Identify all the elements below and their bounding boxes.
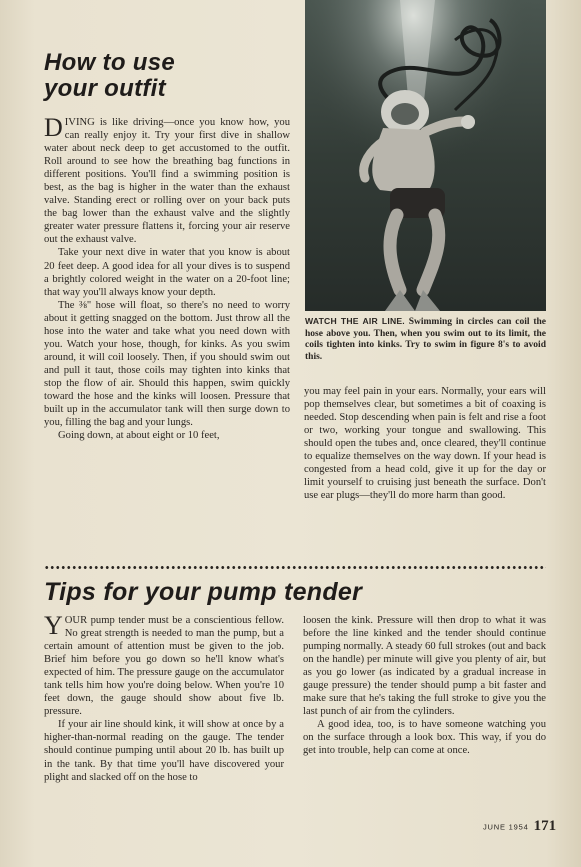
article-column-left-bottom xyxy=(44,611,284,784)
paragraph-kink-start: If your air line should kink, it will show at once by a higher-than-normal reading on the gauge. The tender should continue pumping until about 20 lb. has built up in the tank. By that time you'll have discovered your plight and slacked off on the hose to xyxy=(44,719,284,783)
drop-cap: D xyxy=(44,113,63,142)
caption-lead: WATCH THE AIR LINE. xyxy=(305,316,405,326)
page-number: 171 xyxy=(533,818,557,835)
issue-date: JUNE 1954 xyxy=(483,822,529,832)
paragraph-look-box: A good idea, too, is to have someone watching you on the surface through a look box. This way, if you do get into trouble, help can come at once. xyxy=(303,719,546,757)
article-column-left-top xyxy=(44,113,290,442)
page-footer xyxy=(483,818,556,836)
paragraph: Take your next dive in water that you know is about 20 feet deep. A good idea for all your dives is to suspend a brightly colored weight in the water on a 20-foot line; that way you'll always know your depth. xyxy=(44,247,290,298)
paragraph: The ⅜" hose will float, so there's no need to worry about it getting snagged on the bottom. Just throw all the hose into the water and take what you need down with you. Watch your hose, though, for kinks. As you swim around, it will coil loosely. Then, if you should swim out and pull it taut, those coils may tighten into kinks that stop the flow of air. Should this happen, swim quickly toward the hose and the kinks will loosen. Pressure that built up in the accumulator tank will then surge down to you, filling the bag and your lungs. xyxy=(44,299,290,429)
diver-photo xyxy=(305,0,546,311)
article-column-right-bottom xyxy=(303,614,546,758)
section-title-how-to-use xyxy=(44,50,175,102)
caption-text: Swimming in circles can coil the hose above you. Then, when you swim out to its limit, the coils tighten into kinks. Try to swim in figure 8's to avoid this. xyxy=(305,317,546,362)
paragraph-ear-pain: you may feel pain in your ears. Normally, your ears will pop themselves clear, but sometimes a bit of coaxing is needed. Stop descending when pain is felt and rise a foot or two, working your tongue and swallowing. This should open the tubes and, once cleared, they'll continue to equalize themselves on the way down. If your head is congested from a head cold, give it up for the day or limit yourself to cruising just beneath the surface. Don't use ear plugs—they'll do more harm than good. xyxy=(304,386,546,502)
paragraph-pump-tender: YOUR pump tender must be a conscientious fellow. No great strength is needed to man the pump, but a certain amount of attention must be given to the job. Brief him before you go down so he'll know what's expected of him. The pressure gauge on the accumulator tank tells him how you're doing below. When you're 10 feet down, the gauge should show about five lb. pressure. xyxy=(44,611,284,718)
paragraph-intro: DIVING is like driving—once you know how, you can really enjoy it. Try your first dive in shallow water about neck deep to get accustomed to the outfit. Roll around to see how the breathing bag functions in different positions. You'll find a swimming position is best, as the bag is higher in the water than the exhaust valve. Standing erect or rolling over on your back puts the bag lower than the exhaust valve and the slightly greater water pressure flattens it, forcing your air reserve out the exhaust valve. xyxy=(44,113,290,246)
article-column-right-top xyxy=(304,385,546,502)
title-line-2: your outfit xyxy=(44,75,166,102)
paragraph-going-down-start: Going down, at about eight or 10 feet, xyxy=(58,430,220,442)
paragraph-kink-continued: loosen the kink. Pressure will then drop to what it was before the line kinked and the tender should continue pumping normally. A steady 60 full strokes (out and back on the handle) per minute will give you plenty of air, but as you go lower (as indicated by a gradual increase in gauge pressure) the tender should pump a bit faster and make sure that he's taking the full stroke to give you the last punch of air from the cylinders. xyxy=(303,615,546,718)
title-line-1: How to use xyxy=(44,49,176,76)
drop-cap: Y xyxy=(44,611,63,640)
dotted-divider xyxy=(44,565,546,570)
photo-caption xyxy=(305,316,546,363)
section-title-pump-tender: Tips for your pump tender xyxy=(44,578,363,606)
